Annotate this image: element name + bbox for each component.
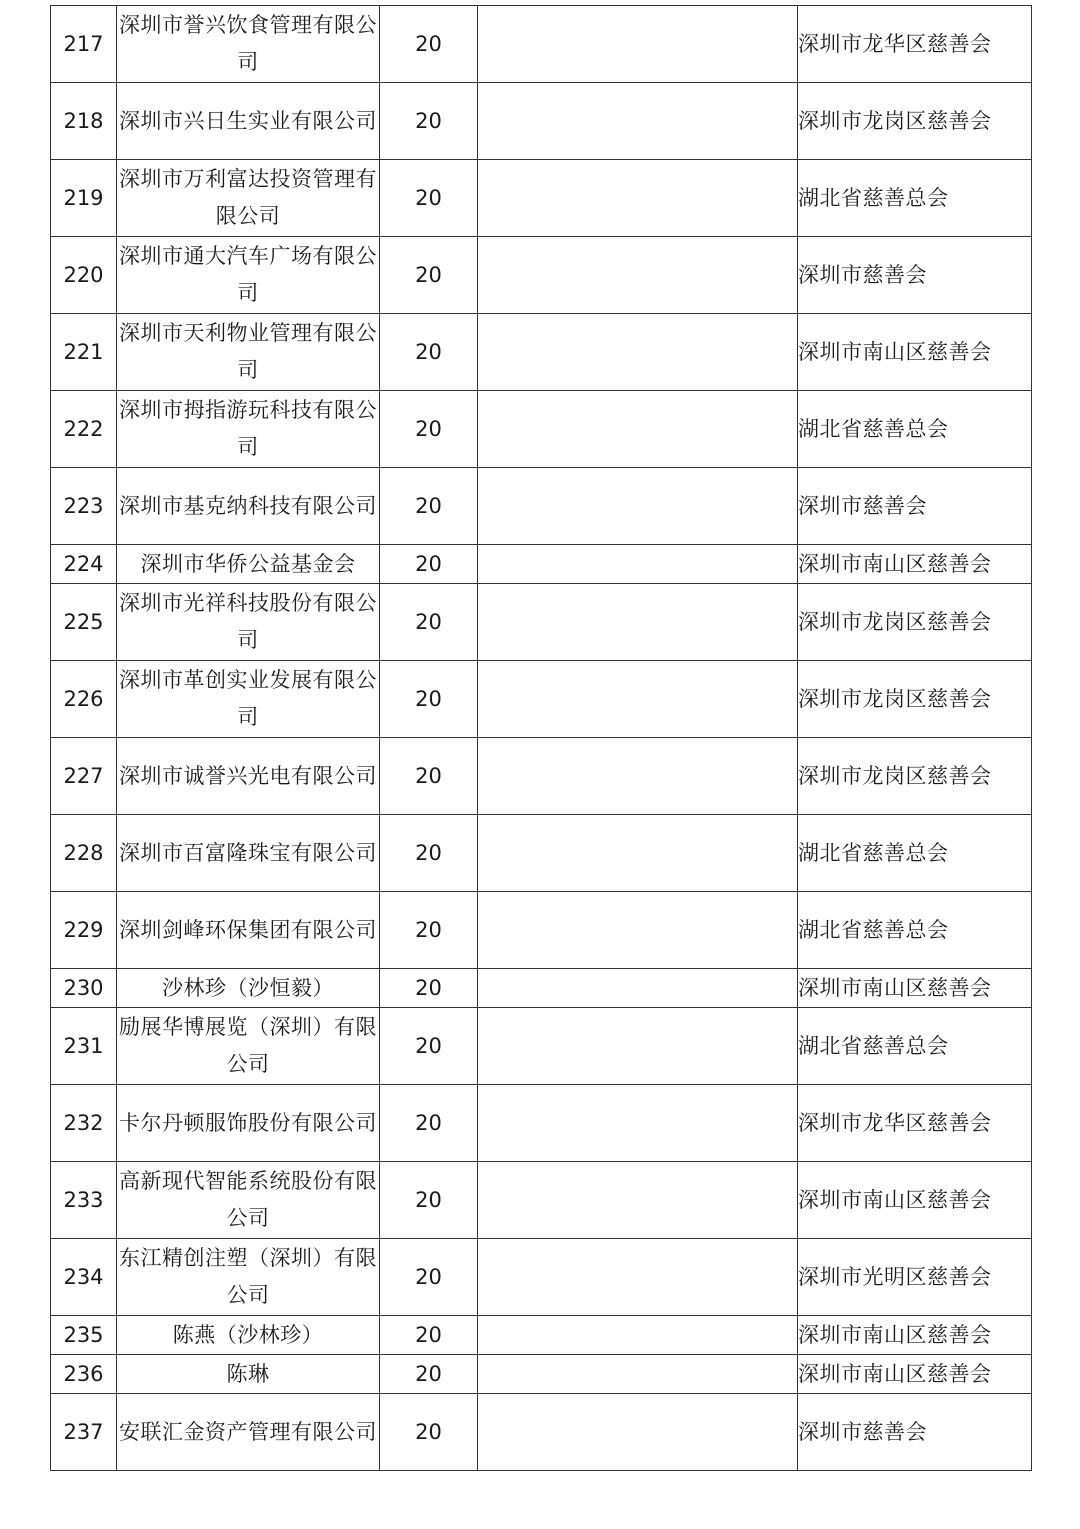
donor-name-cell: 深圳剑峰环保集团有限公司: [117, 892, 380, 969]
note-cell: [478, 892, 798, 969]
donor-name-cell: 深圳市兴日生实业有限公司: [117, 83, 380, 160]
table-row: [51, 1008, 1032, 1085]
donor-name-cell: 陈琳: [117, 1355, 380, 1394]
recipient-org-cell: 深圳市龙岗区慈善会: [798, 584, 1032, 661]
recipient-org-cell: 湖北省慈善总会: [798, 1008, 1032, 1085]
amount-cell: 20: [380, 892, 478, 969]
table-row: [51, 1239, 1032, 1316]
table-row: [51, 468, 1032, 545]
note-cell: [478, 1316, 798, 1355]
recipient-org-cell: 深圳市光明区慈善会: [798, 1239, 1032, 1316]
note-cell: [478, 815, 798, 892]
row-number-cell: 230: [51, 969, 117, 1008]
recipient-org-cell: 深圳市南山区慈善会: [798, 1355, 1032, 1394]
recipient-org-cell: 深圳市慈善会: [798, 1394, 1032, 1471]
table-body: [51, 6, 1032, 1471]
recipient-org-cell: 湖北省慈善总会: [798, 892, 1032, 969]
amount-cell: 20: [380, 1162, 478, 1239]
row-number-cell: 226: [51, 661, 117, 738]
recipient-org-cell: 湖北省慈善总会: [798, 160, 1032, 237]
note-cell: [478, 6, 798, 83]
donor-name-cell: 深圳市万利富达投资管理有限公司: [117, 160, 380, 237]
donor-name-cell: 深圳市基克纳科技有限公司: [117, 468, 380, 545]
recipient-org-cell: 深圳市龙华区慈善会: [798, 1085, 1032, 1162]
row-number-cell: 224: [51, 545, 117, 584]
amount-cell: 20: [380, 584, 478, 661]
table-row: [51, 1355, 1032, 1394]
note-cell: [478, 160, 798, 237]
recipient-org-cell: 深圳市南山区慈善会: [798, 545, 1032, 584]
amount-cell: 20: [380, 815, 478, 892]
amount-cell: 20: [380, 738, 478, 815]
note-cell: [478, 83, 798, 160]
row-number-cell: 234: [51, 1239, 117, 1316]
recipient-org-cell: 深圳市慈善会: [798, 468, 1032, 545]
note-cell: [478, 1355, 798, 1394]
row-number-cell: 235: [51, 1316, 117, 1355]
amount-cell: 20: [380, 237, 478, 314]
recipient-org-cell: 深圳市南山区慈善会: [798, 1316, 1032, 1355]
donor-name-cell: 深圳市革创实业发展有限公司: [117, 661, 380, 738]
recipient-org-cell: 深圳市南山区慈善会: [798, 314, 1032, 391]
recipient-org-cell: 深圳市南山区慈善会: [798, 969, 1032, 1008]
recipient-org-cell: 深圳市龙华区慈善会: [798, 6, 1032, 83]
table-row: [51, 237, 1032, 314]
recipient-org-cell: 湖北省慈善总会: [798, 815, 1032, 892]
amount-cell: 20: [380, 1316, 478, 1355]
note-cell: [478, 1085, 798, 1162]
recipient-org-cell: 深圳市南山区慈善会: [798, 1162, 1032, 1239]
table-row: [51, 1394, 1032, 1471]
amount-cell: 20: [380, 1355, 478, 1394]
amount-cell: 20: [380, 969, 478, 1008]
table-row: [51, 391, 1032, 468]
row-number-cell: 223: [51, 468, 117, 545]
note-cell: [478, 1162, 798, 1239]
table-row: [51, 1316, 1032, 1355]
table-row: [51, 1162, 1032, 1239]
row-number-cell: 218: [51, 83, 117, 160]
table-row: [51, 969, 1032, 1008]
row-number-cell: 231: [51, 1008, 117, 1085]
amount-cell: 20: [380, 1239, 478, 1316]
note-cell: [478, 584, 798, 661]
donor-name-cell: 安联汇金资产管理有限公司: [117, 1394, 380, 1471]
amount-cell: 20: [380, 391, 478, 468]
row-number-cell: 236: [51, 1355, 117, 1394]
table-row: [51, 661, 1032, 738]
note-cell: [478, 1239, 798, 1316]
donor-name-cell: 深圳市通大汽车广场有限公司: [117, 237, 380, 314]
donor-name-cell: 深圳市诚誉兴光电有限公司: [117, 738, 380, 815]
table-row: [51, 815, 1032, 892]
donor-name-cell: 陈燕（沙林珍）: [117, 1316, 380, 1355]
row-number-cell: 232: [51, 1085, 117, 1162]
table-row: [51, 738, 1032, 815]
note-cell: [478, 1394, 798, 1471]
table-row: [51, 83, 1032, 160]
donor-name-cell: 深圳市天利物业管理有限公司: [117, 314, 380, 391]
amount-cell: 20: [380, 314, 478, 391]
donor-name-cell: 励展华博展览（深圳）有限公司: [117, 1008, 380, 1085]
recipient-org-cell: 深圳市慈善会: [798, 237, 1032, 314]
row-number-cell: 222: [51, 391, 117, 468]
donor-name-cell: 深圳市拇指游玩科技有限公司: [117, 391, 380, 468]
amount-cell: 20: [380, 661, 478, 738]
donor-name-cell: 沙林珍（沙恒毅）: [117, 969, 380, 1008]
table-row: [51, 6, 1032, 83]
row-number-cell: 228: [51, 815, 117, 892]
note-cell: [478, 314, 798, 391]
note-cell: [478, 545, 798, 584]
table-row: [51, 1085, 1032, 1162]
table-row: [51, 545, 1032, 584]
donor-name-cell: 深圳市誉兴饮食管理有限公司: [117, 6, 380, 83]
note-cell: [478, 661, 798, 738]
note-cell: [478, 1008, 798, 1085]
table-row: [51, 892, 1032, 969]
donor-name-cell: 卡尔丹顿服饰股份有限公司: [117, 1085, 380, 1162]
amount-cell: 20: [380, 1394, 478, 1471]
row-number-cell: 217: [51, 6, 117, 83]
amount-cell: 20: [380, 1085, 478, 1162]
row-number-cell: 233: [51, 1162, 117, 1239]
note-cell: [478, 391, 798, 468]
donation-table: [50, 5, 1032, 1471]
amount-cell: 20: [380, 160, 478, 237]
amount-cell: 20: [380, 1008, 478, 1085]
row-number-cell: 237: [51, 1394, 117, 1471]
amount-cell: 20: [380, 83, 478, 160]
row-number-cell: 219: [51, 160, 117, 237]
amount-cell: 20: [380, 468, 478, 545]
donor-name-cell: 深圳市百富隆珠宝有限公司: [117, 815, 380, 892]
table-row: [51, 584, 1032, 661]
recipient-org-cell: 深圳市龙岗区慈善会: [798, 83, 1032, 160]
note-cell: [478, 969, 798, 1008]
row-number-cell: 221: [51, 314, 117, 391]
row-number-cell: 225: [51, 584, 117, 661]
note-cell: [478, 468, 798, 545]
amount-cell: 20: [380, 545, 478, 584]
row-number-cell: 220: [51, 237, 117, 314]
recipient-org-cell: 湖北省慈善总会: [798, 391, 1032, 468]
donor-name-cell: 深圳市光祥科技股份有限公司: [117, 584, 380, 661]
donor-name-cell: 东江精创注塑（深圳）有限公司: [117, 1239, 380, 1316]
row-number-cell: 229: [51, 892, 117, 969]
note-cell: [478, 237, 798, 314]
recipient-org-cell: 深圳市龙岗区慈善会: [798, 661, 1032, 738]
note-cell: [478, 738, 798, 815]
recipient-org-cell: 深圳市龙岗区慈善会: [798, 738, 1032, 815]
table-row: [51, 314, 1032, 391]
donor-name-cell: 高新现代智能系统股份有限公司: [117, 1162, 380, 1239]
amount-cell: 20: [380, 6, 478, 83]
donor-name-cell: 深圳市华侨公益基金会: [117, 545, 380, 584]
table-row: [51, 160, 1032, 237]
row-number-cell: 227: [51, 738, 117, 815]
